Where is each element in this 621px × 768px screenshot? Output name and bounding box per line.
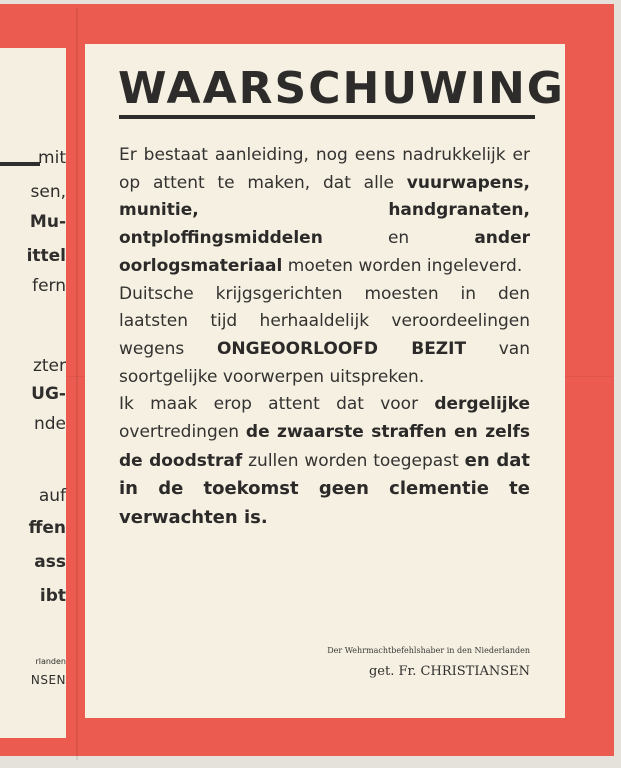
poster-body <box>119 142 530 533</box>
signature-line: get. Fr. CHRISTIANSEN <box>368 664 530 679</box>
text-run: van soortgelijke voorwerpen uitspreken. <box>119 338 530 387</box>
text-run: overtredingen <box>119 422 246 443</box>
fragment-line: zter <box>32 356 66 376</box>
fragment-line: UG- <box>31 384 66 404</box>
fragment-line: mit <box>38 148 66 168</box>
text-run: en <box>322 228 475 249</box>
fragment-line: ibt <box>39 586 66 606</box>
fragment-line: rlanden <box>35 657 66 666</box>
bold-run: dergelijke <box>434 394 530 415</box>
fragment-line: nde <box>33 414 66 434</box>
fragment-line: ffen <box>28 518 66 538</box>
paragraph-1 <box>119 142 530 281</box>
poster-title: WAARSCHUWING <box>118 63 565 114</box>
text-run: Er bestaat aanleiding, nog eens nadrukkelijk er op attent te maken, dat alle <box>119 145 530 193</box>
bold-run: de zwaarste straffen en zelfs de doodstraf <box>119 422 530 471</box>
fragment-line: fern <box>32 276 66 296</box>
fragment-line: auf <box>38 486 66 506</box>
fragment-line: ass <box>34 552 66 572</box>
bold-run: ander oorlogsmateriaal <box>119 228 530 276</box>
bold-run: ONGEOORLOOFD BEZIT <box>216 338 467 359</box>
fragment-line: ittel <box>26 246 66 266</box>
bold-run: vuurwapens, munitie, handgranaten, ontploffingsmiddelen <box>119 172 530 249</box>
fold-crease-vertical <box>76 8 78 760</box>
german-poster-fragment <box>0 48 66 738</box>
fragment-line: NSEN <box>30 673 66 687</box>
issuer-line: Der Wehrmachtbefehlshaber in den Niederlanden <box>327 646 530 655</box>
fragment-line: Mu- <box>29 212 66 232</box>
text-run: Duitsche krijgsgerichten moesten in den laatsten tijd herhaaldelijk veroordeelingen wegens <box>119 283 530 359</box>
text-run: moeten worden ingeleverd. <box>282 255 523 276</box>
paragraph-3 <box>119 391 530 533</box>
bold-run: en dat in de toekomst geen clementie te verwachten is. <box>119 449 530 529</box>
title-underline <box>119 115 535 119</box>
text-run: zullen worden toegepast <box>242 450 465 471</box>
text-run: Ik maak erop attent dat voor <box>119 394 435 415</box>
paragraph-2 <box>119 281 530 392</box>
fragment-line: sen, <box>30 182 66 202</box>
german-title-rule <box>0 162 40 166</box>
